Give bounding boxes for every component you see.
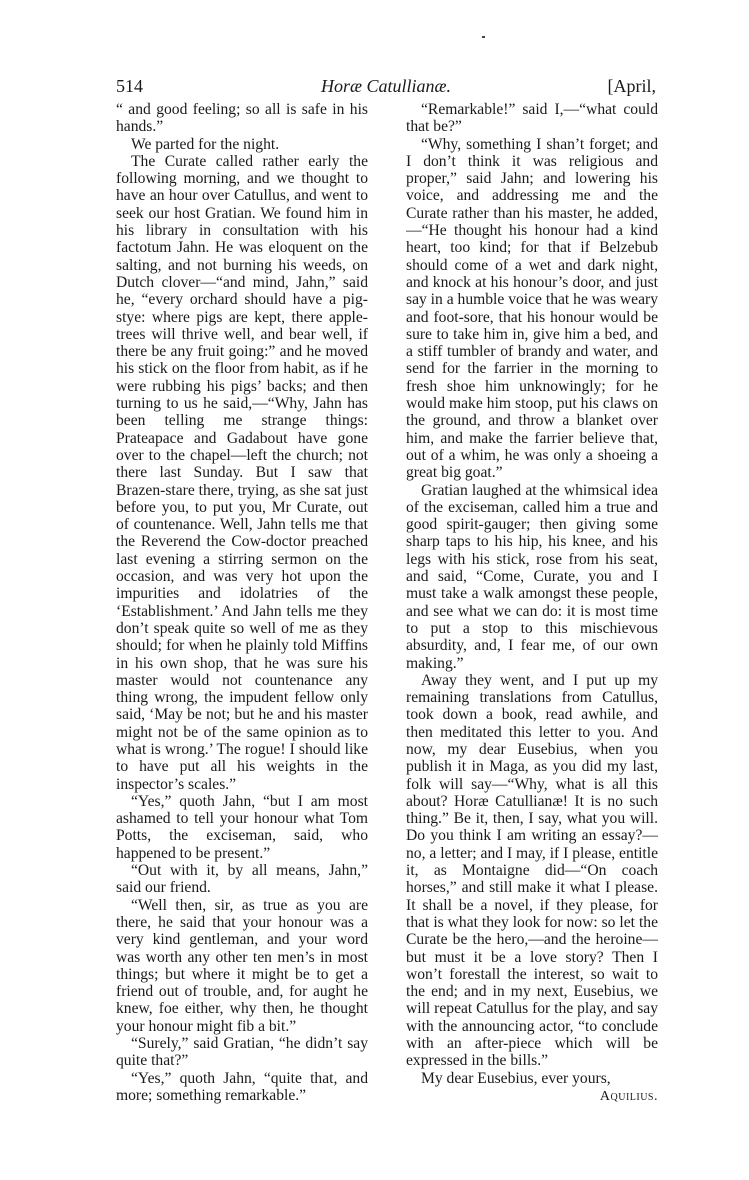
paragraph: My dear Eusebius, ever yours, <box>421 1069 611 1087</box>
paragraph: “Surely,” said Gratian, “he didn’t say quite that?” <box>116 1035 368 1070</box>
paragraph: “Remarkable!” said I,—“what could that be?” <box>406 101 658 136</box>
issue-month: [April, <box>607 76 656 96</box>
paragraph: Away they went, and I put up my remaining translations from Catullus, took down a book, read awhile, and then meditated this letter to you. And now, my dear Eusebius, when you publish it in Maga, as you did my last, folk will say—“Why, what is all this about? Horæ Catullianæ! It is no such thing.” Be it, then, I say, what you will. Do you think I am writing an essay?—no, a letter; and I may, if I please, entitle it, as Montaigne did—“On coach horses,” and still make it what I please. It shall be a novel, if they please, for that is what they look for now: so let the Curate be the hero,—and the heroine—but must it be a love story? Then I won’t forestall the interest, so wait to the end; and in my next, Eusebius, we will repeat Catullus for the play, and say with the announcing actor, “to conclude with an after-piece which will be expressed in the bills.” <box>406 671 658 1070</box>
print-speck <box>482 36 485 38</box>
paragraph: “Well then, sir, as true as you are there, he said that your honour was a very kind gentleman, and your word was worth any other ten men’s in most things; but where it might be to get a friend out of trouble, and, for aught he knew, foe either, why then, he thought your honour might fib a bit.” <box>116 896 368 1035</box>
paragraph: Gratian laughed at the whimsical idea of the exciseman, called him a true and good spirit-gauger; then giving some sharp taps to his hip, his knee, and his legs with his stick, rose from his seat, and said, “Come, Curate, you and I must take a walk amongst these people, and see what we can do: it is most time to put a stop to this mischievous absurdity, and, I fear me, of our own making.” <box>406 481 658 672</box>
paragraph: “ and good feeling; so all is safe in his hands.” <box>116 101 368 136</box>
paragraph: “Yes,” quoth Jahn, “quite that, and more; something remarkable.” <box>116 1069 368 1104</box>
running-header <box>116 76 656 102</box>
paragraph: “Out with it, by all means, Jahn,” said our friend. <box>116 862 368 897</box>
paragraph: The Curate called rather early the following morning, and we thought to have an hour over Catullus, and went to seek our host Gratian. We found him in his library in consultation with his factotum Jahn. He was eloquent on the salting, and not burning his weeds, on Dutch clover—“and mind, Jahn,” said he, “every orchard should have a pig-stye: where pigs are kept, there apple-trees will thrive well, and bear well, if there be any fruit going:” and he moved his stick on the floor from habit, as if he were rubbing his pigs’ backs; and then turning to us he said,—“Why, Jahn has been telling me strange things: Prateapace and Gadabout have gone over to the chapel—left the church; not there last Sunday. But I saw that Brazen-stare there, trying, as she sat just before you, to put you, Mr Curate, out of countenance. Well, Jahn tells me that the Reverend the Cow-doctor preached last evening a stirring sermon on the occasion, and was very hot upon the impurities and idolatries of the ‘Establishment.’ And Jahn tells me they don’t speak quite so well of me as they should; for when he plainly told Miffins in his own shop, that he was sure his master would not countenance any thing wrong, the impudent fellow only said, ‘May be not; but he and his master might not be of the same opinion as to what is wrong.’ The rogue! I should like to have put all his weights in the inspector’s scales.” <box>116 152 368 793</box>
paragraph: We parted for the night. <box>131 135 280 153</box>
signature: Aquilius. <box>599 1088 658 1104</box>
right-column <box>406 101 658 1131</box>
paragraph: “Why, something I shan’t forget; and I don’t think it was religious and proper,” said Jahn; and lowering his voice, and addressing me and the Curate rather than his master, he added,—“He thought his honour had a kind heart, too kind; for that if Belzebub should come of a wet and dark night, and knock at his honour’s door, and just say in a humble voice that he was weary and foot-sore, that his honour would be sure to take him in, give him a bed, and a stiff tumbler of brandy and water, and send for the farrier in the morning to fresh shoe him unknowingly; for he would make him stoop, put his claws on the ground, and throw a blanket over him, and make the farrier believe that, out of a whim, he was only a shoeing a great big goat.” <box>406 135 658 482</box>
running-title: Horæ Catullianæ. <box>320 76 452 96</box>
paragraph: “Yes,” quoth Jahn, “but I am most ashamed to tell your honour what Tom Potts, the exciseman, said, who happened to be present.” <box>116 792 368 862</box>
page-number: 514 <box>116 76 143 96</box>
left-column <box>116 101 368 1131</box>
